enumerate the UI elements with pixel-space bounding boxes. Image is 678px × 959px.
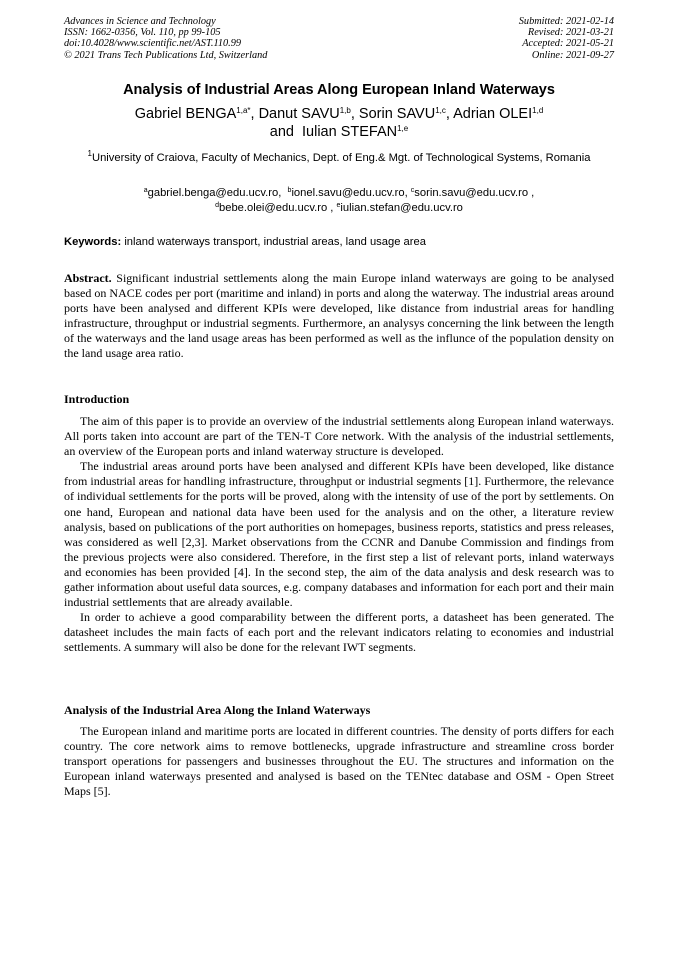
copyright-line: © 2021 Trans Tech Publications Ltd, Switzerland (64, 49, 268, 61)
author-affil-sup: 1,a* (236, 106, 251, 115)
doi-line: doi:10.4028/www.scientific.net/AST.110.99 (64, 38, 242, 50)
email-address[interactable]: ionel.savu@edu.ucv.ro, (291, 187, 408, 199)
paragraph: The aim of this paper is to provide an overview of the industrial settlements along European inland waterways. All ports taken into account are part of the TEN-T Core network. With the analysis of the industrial settlements, an overview of the European ports and inland waterway structure is developed. (64, 414, 614, 459)
introduction-heading: Introduction (64, 392, 130, 406)
affiliation (64, 150, 614, 166)
author-name: Adrian OLEI (453, 106, 533, 122)
journal-header-left (64, 16, 267, 61)
email-address[interactable]: gabriel.benga@edu.ucv.ro, (147, 187, 282, 199)
abstract-text: Significant industrial settlements along the main Europe inland waterways are going to be analysed based on NACE codes per port (maritime and inland) in ports and along the waterway. The industrial areas around ports have been analysed and different KPIs were developed, like distance from industrial areas for handling infrastructure, throughput or industrial segments. Furthermore, an analysys concerning the link between the length of the waterways and the land usage areas has been performed as well as the influnce of the population density on the land usage area ratio. (64, 271, 615, 361)
email-address[interactable]: iulian.stefan@edu.ucv.ro (340, 202, 463, 214)
keywords-text: inland waterways transport, industrial areas, land usage area (124, 236, 426, 248)
abstract (64, 271, 614, 362)
email-address[interactable]: sorin.savu@edu.ucv.ro , (414, 187, 535, 199)
paragraph: The European inland and maritime ports are located in different countries. The density of ports differs for each country. The core network aims to remove bottlenecks, upgrade infrastructure and streamline cross border transport operations for passengers and businesses throughout the EU. The structures and information on the European inland waterways presented and analysed is based on the TENtec database and OSM - Open Street Maps [5]. (64, 724, 614, 799)
author-line-1: Gabriel $BENGA^{1,a*}$, Danut SAVU$^{1,b}$, Sorin SAVU$^{1,c}$, Adrian OLEI$^{1,d}$ (134, 106, 544, 122)
keywords-label: Keywords: (64, 236, 122, 248)
accepted-date: Accepted: 2021-05-21 (522, 38, 614, 50)
analysis-section (64, 724, 614, 799)
abstract-label: Abstract. (64, 271, 112, 285)
email-sup: a (143, 187, 148, 194)
author-affil-sup: 1,d (532, 106, 544, 115)
email-sup: e (336, 202, 341, 209)
analysis-heading: Analysis of the Industrial Area Along the Inland Waterways (64, 703, 371, 717)
paper-title: Analysis of Industrial Areas Along European Inland Waterways (123, 82, 555, 98)
author-line-2 (0, 123, 678, 141)
email-line-2 (64, 201, 614, 216)
email-address[interactable]: bebe.olei@edu.ucv.ro , (219, 202, 334, 214)
journal-header-right (519, 16, 614, 61)
revised-date: Revised: 2021-03-21 (527, 27, 614, 39)
paragraph: In order to achieve a good comparability between the different ports, a datasheet has been generated. The datasheet includes the main facts of each port and the relevant indicators relating to economies and industrial settlements. A summary will also be done for the relevant IWT segments. (64, 610, 614, 655)
email-line-1 (64, 186, 614, 201)
submitted-date: Submitted: 2021-02-14 (518, 16, 614, 27)
author-name: Danut SAVU (258, 106, 340, 122)
author-affil-sup: 1,e (397, 124, 409, 133)
affiliation-text: University of Craiova, Faculty of Mechanics, Dept. of Eng.& Mgt. of Technological Systems, Romania (91, 152, 591, 164)
author-name: Sorin SAVU (358, 106, 436, 122)
author-affil-sup: 1,c (435, 106, 446, 115)
keywords (64, 235, 614, 249)
email-sup: d (215, 202, 219, 209)
author-list (0, 105, 678, 141)
introduction-section (64, 414, 614, 656)
author-affil-sup: 1,b (339, 106, 351, 115)
email-list (64, 186, 614, 216)
email-sup: b (287, 187, 292, 194)
affiliation-sup: 1 (87, 149, 92, 158)
email-sup: c (410, 187, 415, 194)
paragraph: The industrial areas around ports have been analysed and different KPIs have been developed, like distance from industrial areas for handling infrastructure, throughput or industrial segments [1]. Furthermore, the relevance of individual settlements for the ports will be proved, along with the intensity of use of the port by settlements. On one hand, European and national data have been used for the analysis and on the other, a literature review analysis, based on publications of the port authorities on homepages, business reports, statistics and press releases, was considered as well [2,3]. Market observations from the CCNR and Danube Commission and findings from the previous projects were also considered. Therefore, in the first step a list of relevant ports, inland waterways and economies has been provided [4]. In the second step, the aim of the data analysis and desk research was to gather information about useful data sources, e.g. company databases and information for each port and their main industrial settlements that are already available. (64, 459, 614, 610)
author-name: Gabriel BENGA (134, 106, 237, 122)
journal-name: Advances in Science and Technology (64, 16, 216, 27)
author-name: Iulian STEFAN (302, 124, 398, 140)
author-conjunction: and (269, 124, 294, 140)
online-date: Online: 2021-09-27 (531, 49, 614, 61)
issn-line: ISSN: 1662-0356, Vol. 110, pp 99-105 (64, 27, 221, 39)
